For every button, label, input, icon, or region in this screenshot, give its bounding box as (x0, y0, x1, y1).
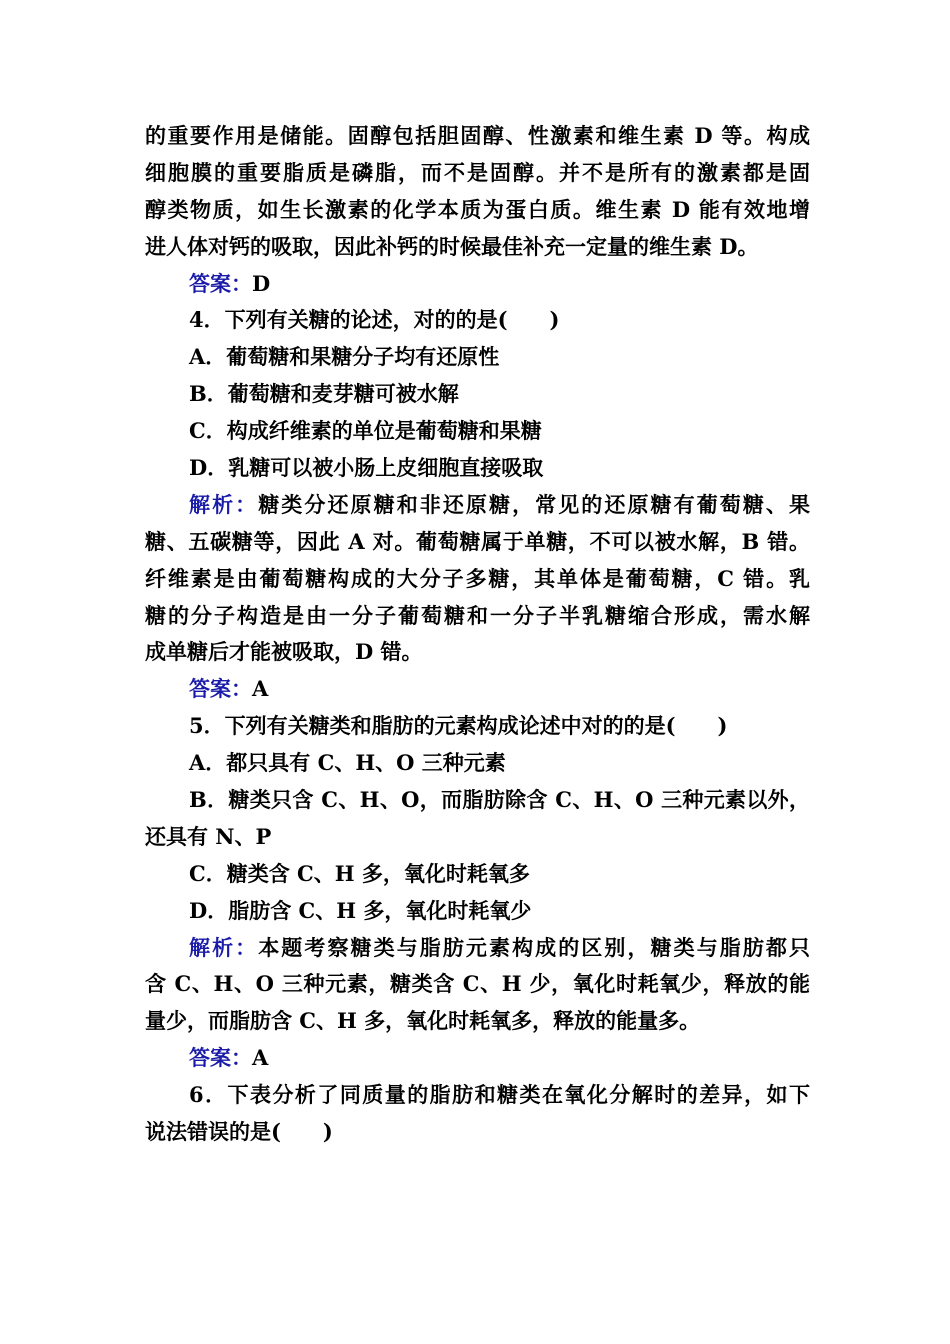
answer-label: 答案： (189, 1045, 252, 1071)
text-line: 细胞膜的重要脂质是磷脂，而不是固醇。并不是所有的激素都是固 (145, 159, 810, 185)
analysis-line: 含 C、H、O 三种元素，糖类含 C、H 少，氧化时耗氧少，释放的能 (145, 971, 810, 997)
answer-line (145, 266, 810, 303)
answer-value: A (252, 1045, 269, 1071)
question-option: A．葡萄糖和果糖分子均有还原性 (189, 344, 500, 370)
analysis-line (145, 930, 810, 967)
analysis-line: 成单糖后才能被吸取，D 错。 (145, 639, 423, 665)
answer-line (145, 671, 810, 708)
answer-value: A (252, 676, 269, 702)
analysis-line: 纤维素是由葡萄糖构成的大分子多糖，其单体是葡萄糖，C 错。乳 (145, 565, 810, 591)
question-stem: 说法错误的是( ) (145, 1119, 333, 1145)
answer-value: D (252, 270, 271, 296)
analysis-line: 糖的分子构造是由一分子葡萄糖和一分子半乳糖缩合形成，需水解 (145, 602, 810, 628)
question-option: C．糖类含 C、H 多，氧化时耗氧多 (189, 860, 530, 886)
answer-label: 答案： (189, 270, 252, 296)
text-line: 醇类物质，如生长激素的化学本质为蛋白质。维生素 D 能有效地增 (145, 196, 810, 222)
text-line: 进人体对钙的吸取，因此补钙的时候最佳补充一定量的维生素 D。 (145, 233, 759, 259)
analysis-line (145, 487, 810, 524)
text-line: 的重要作用是储能。固醇包括胆固醇、性激素和维生素 D 等。构成 (145, 123, 810, 148)
analysis-line: 糖、五碳糖等，因此 A 对。葡萄糖属于单糖，不可以被水解，B 错。 (145, 528, 810, 554)
analysis-label: 解析： (189, 934, 259, 960)
question-stem: 6．下表分析了同质量的脂肪和糖类在氧化分解时的差异，如下 (189, 1082, 810, 1108)
question-option: C．构成纤维素的单位是葡萄糖和果糖 (189, 418, 542, 444)
question-stem: 4．下列有关糖的论述，对的的是( ) (189, 307, 560, 333)
analysis-text: 本题考察糖类与脂肪元素构成的区别，糖类与脂肪都只 (258, 934, 811, 960)
answer-label: 答案： (189, 676, 252, 702)
answer-line (145, 1040, 810, 1077)
question-option: D．乳糖可以被小肠上皮细胞直接吸取 (189, 455, 544, 481)
analysis-line: 量少，而脂肪含 C、H 多，氧化时耗氧多，释放的能量多。 (145, 1008, 701, 1034)
question-option: B．葡萄糖和麦芽糖可被水解 (189, 381, 459, 407)
question-option: B．糖类只含 C、H、O，而脂肪除含 C、H、O 三种元素以外， (189, 787, 810, 813)
analysis-text: 糖类分还原糖和非还原糖，常见的还原糖有葡萄糖、果 (258, 491, 811, 517)
document-page (145, 118, 810, 1151)
analysis-label: 解析： (189, 491, 259, 517)
question-option: 还具有 N、P (145, 823, 272, 849)
question-option: D．脂肪含 C、H 多，氧化时耗氧少 (189, 897, 532, 923)
question-option: A．都只具有 C、H、O 三种元素 (189, 750, 506, 776)
question-stem: 5．下列有关糖类和脂肪的元素构成论述中对的的是( ) (189, 713, 728, 739)
